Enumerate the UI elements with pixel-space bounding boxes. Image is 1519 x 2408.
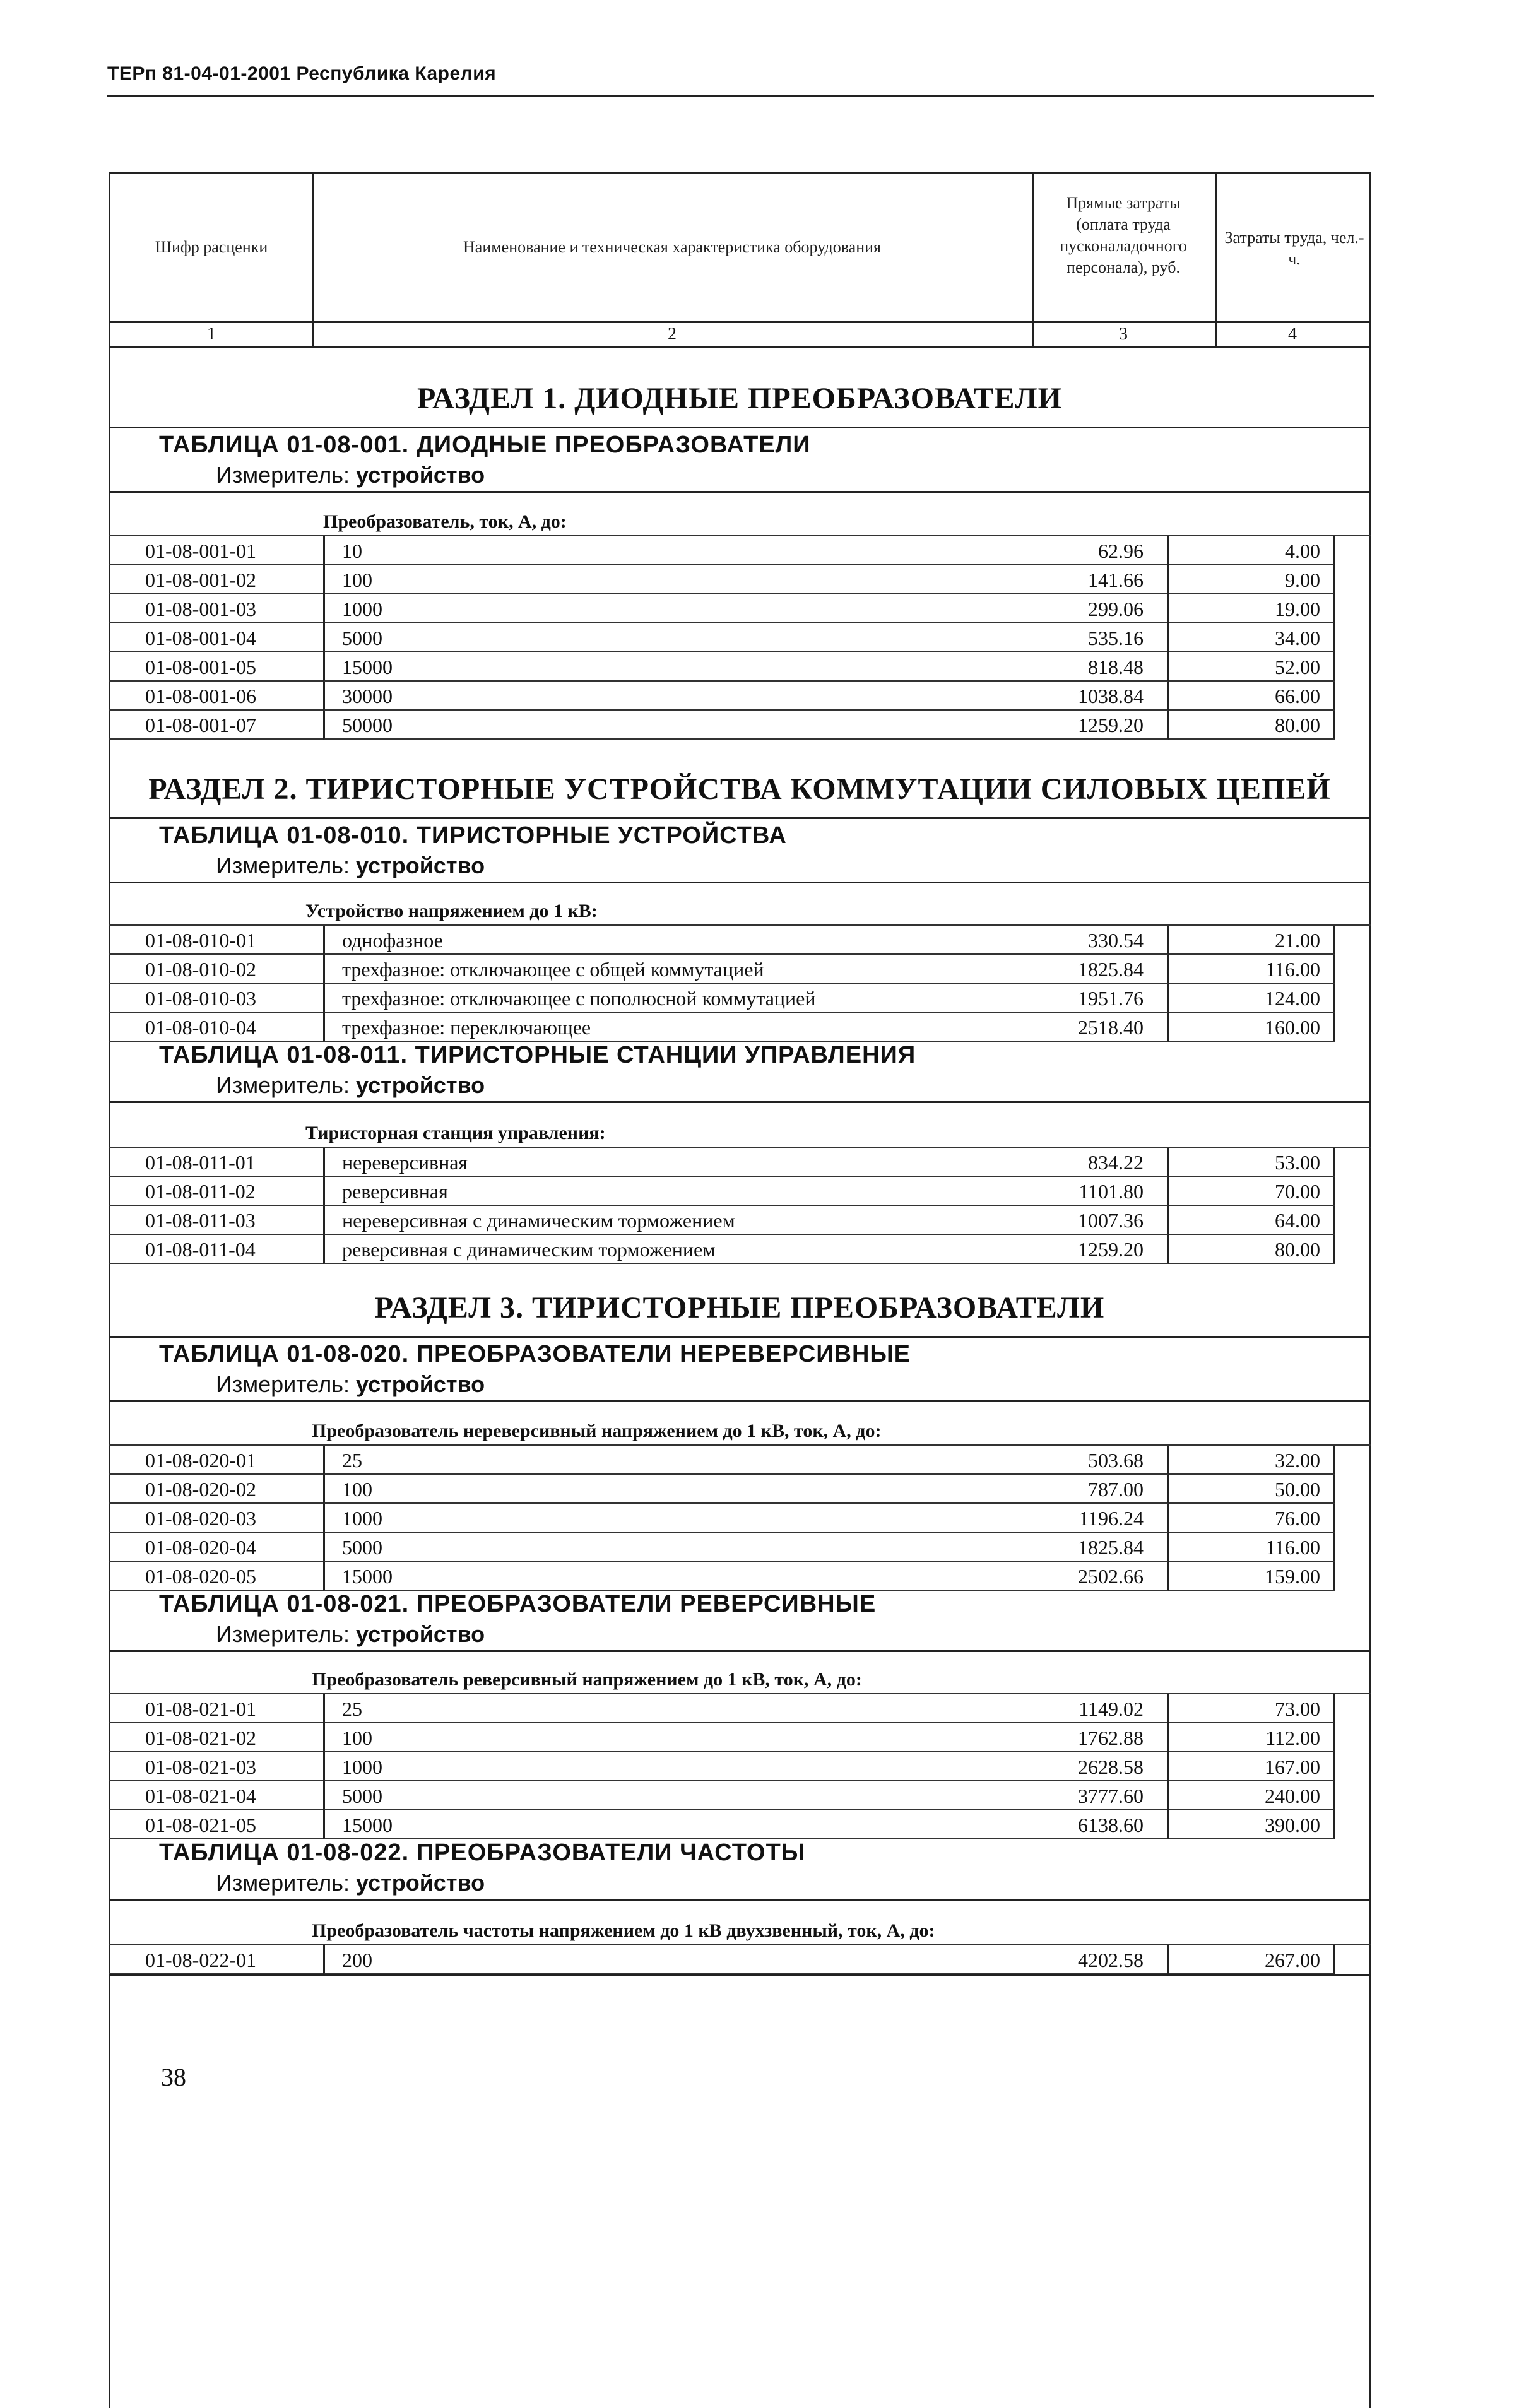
table-010-group: Устройство напряжением до 1 кВ: <box>305 900 598 921</box>
rate-code: 01-08-021-04 <box>145 1785 256 1807</box>
table-020-group: Преобразователь нереверсивный напряжением до 1 кВ, ток, А, до: <box>312 1420 882 1441</box>
rate-name: 15000 <box>342 1565 393 1588</box>
rate-labor: 116.00 <box>1265 958 1320 981</box>
rate-labor: 124.00 <box>1265 987 1320 1010</box>
table-022-title: ТАБЛИЦА 01-08-022. ПРЕОБРАЗОВАТЕЛИ ЧАСТОТЫ <box>159 1839 806 1866</box>
rate-price: 2518.40 <box>1078 1016 1144 1039</box>
col-num-3: 3 <box>1119 324 1128 344</box>
rate-price: 6138.60 <box>1078 1814 1144 1836</box>
column-header <box>109 172 1371 323</box>
table-row <box>109 1206 1371 1235</box>
table-010-unit: Измеритель: устройство <box>216 853 485 878</box>
rate-code: 01-08-001-02 <box>145 569 256 591</box>
section-2-title: РАЗДЕЛ 2. ТИРИСТОРНЫЕ УСТРОЙСТВА КОММУТАЦИИ СИЛОВЫХ ЦЕПЕЙ <box>148 772 1331 806</box>
rate-code: 01-08-021-05 <box>145 1814 256 1836</box>
rate-labor: 50.00 <box>1275 1478 1320 1501</box>
rate-code: 01-08-020-03 <box>145 1507 256 1530</box>
rate-labor: 64.00 <box>1275 1209 1320 1232</box>
rate-price: 2502.66 <box>1078 1565 1144 1588</box>
rate-code: 01-08-021-02 <box>145 1726 256 1749</box>
rate-name: 5000 <box>342 1785 382 1807</box>
rate-code: 01-08-020-05 <box>145 1565 256 1588</box>
rate-name: 50000 <box>342 714 393 736</box>
rate-price: 1038.84 <box>1078 685 1144 707</box>
section-1-title: РАЗДЕЛ 1. ДИОДНЫЕ ПРЕОБРАЗОВАТЕЛИ <box>417 382 1063 415</box>
rate-price: 535.16 <box>1088 627 1144 649</box>
rate-labor: 267.00 <box>1265 1949 1320 1971</box>
rate-code: 01-08-011-03 <box>145 1209 256 1232</box>
col-num-2: 2 <box>668 324 677 344</box>
table-row <box>109 1148 1371 1177</box>
rate-code: 01-08-001-03 <box>145 598 256 620</box>
table-011-title: ТАБЛИЦА 01-08-011. ТИРИСТОРНЫЕ СТАНЦИИ УПРАВЛЕНИЯ <box>159 1042 916 1068</box>
rate-price: 1101.80 <box>1079 1180 1144 1203</box>
rate-name: трехфазное: отключающее с общей коммутацией <box>342 958 764 981</box>
rate-name: 5000 <box>342 1536 382 1559</box>
table-021-title: ТАБЛИЦА 01-08-021. ПРЕОБРАЗОВАТЕЛИ РЕВЕРСИВНЫЕ <box>159 1591 877 1617</box>
table-row <box>109 984 1371 1013</box>
col-num-1: 1 <box>207 324 216 344</box>
rate-code: 01-08-011-02 <box>145 1180 256 1203</box>
rate-code: 01-08-020-01 <box>145 1449 256 1472</box>
rate-labor: 73.00 <box>1275 1697 1320 1720</box>
table-row <box>109 565 1371 594</box>
table-021-group: Преобразователь реверсивный напряжением до 1 кВ, ток, А, до: <box>312 1669 862 1690</box>
table-011-group: Тиристорная станция управления: <box>305 1123 606 1143</box>
rate-code: 01-08-001-04 <box>145 627 256 649</box>
rate-price: 1762.88 <box>1078 1726 1144 1749</box>
table-011-unit: Измеритель: устройство <box>216 1072 485 1098</box>
table-row <box>109 1446 1371 1475</box>
table-001-group: Преобразователь, ток, А, до: <box>323 511 567 532</box>
rate-labor: 112.00 <box>1265 1726 1320 1749</box>
rate-code: 01-08-010-03 <box>145 987 256 1010</box>
rate-name: 15000 <box>342 656 393 678</box>
rate-name: 100 <box>342 1478 372 1501</box>
rate-labor: 32.00 <box>1275 1449 1320 1472</box>
header-rule <box>107 95 1374 97</box>
rate-price: 787.00 <box>1088 1478 1144 1501</box>
table-row <box>109 623 1371 652</box>
rate-price: 2628.58 <box>1078 1756 1144 1778</box>
rate-price: 1196.24 <box>1079 1507 1144 1530</box>
rate-name: 1000 <box>342 1756 382 1778</box>
rate-name: 25 <box>342 1449 362 1472</box>
table-022-unit: Измеритель: устройство <box>216 1870 485 1896</box>
rate-labor: 116.00 <box>1265 1536 1320 1559</box>
rate-labor: 167.00 <box>1265 1756 1320 1778</box>
table-row <box>109 1475 1371 1504</box>
frame-bottom <box>109 1974 1371 1976</box>
table-row <box>109 652 1371 682</box>
rate-price: 1149.02 <box>1079 1697 1144 1720</box>
rate-code: 01-08-001-05 <box>145 656 256 678</box>
rate-labor: 9.00 <box>1285 569 1320 591</box>
table-row <box>109 1235 1371 1264</box>
rate-price: 834.22 <box>1088 1151 1144 1174</box>
rate-labor: 76.00 <box>1275 1507 1320 1530</box>
rate-labor: 160.00 <box>1265 1016 1320 1039</box>
rate-price: 1259.20 <box>1078 1238 1144 1261</box>
rate-code: 01-08-001-06 <box>145 685 256 707</box>
rate-code: 01-08-021-01 <box>145 1697 256 1720</box>
rate-name: 25 <box>342 1697 362 1720</box>
rate-labor: 21.00 <box>1275 929 1320 952</box>
table-row <box>109 711 1371 740</box>
rate-labor: 4.00 <box>1285 540 1320 562</box>
rate-price: 1951.76 <box>1078 987 1144 1010</box>
column-numbers <box>109 321 1371 348</box>
rate-name: 1000 <box>342 1507 382 1530</box>
table-022-group: Преобразователь частоты напряжением до 1 кВ двухзвенный, ток, А, до: <box>312 1920 935 1941</box>
table-row <box>109 1945 1371 1974</box>
rate-name: 15000 <box>342 1814 393 1836</box>
col-head-name: Наименование и техническая характеристика оборудования <box>463 238 881 256</box>
rate-price: 818.48 <box>1088 656 1144 678</box>
rate-code: 01-08-021-03 <box>145 1756 256 1778</box>
rate-name: 100 <box>342 569 372 591</box>
table-001-title: ТАБЛИЦА 01-08-001. ДИОДНЫЕ ПРЕОБРАЗОВАТЕЛИ <box>159 432 811 458</box>
table-001-unit: Измеритель: устройство <box>216 462 485 488</box>
rate-labor: 19.00 <box>1275 598 1320 620</box>
rate-name: нереверсивная <box>342 1151 468 1174</box>
rate-code: 01-08-020-04 <box>145 1536 256 1559</box>
table-row <box>109 1562 1371 1591</box>
rate-name: 10 <box>342 540 362 562</box>
table-row <box>109 594 1371 623</box>
rate-name: однофазное <box>342 929 443 952</box>
rate-name: 200 <box>342 1949 372 1971</box>
table-021-unit: Измеритель: устройство <box>216 1621 485 1647</box>
table-row <box>109 682 1371 711</box>
rate-labor: 80.00 <box>1275 1238 1320 1261</box>
page-number: 38 <box>161 2063 186 2091</box>
rate-labor: 53.00 <box>1275 1151 1320 1174</box>
table-row <box>109 1810 1371 1839</box>
rate-price: 3777.60 <box>1078 1785 1144 1807</box>
rate-labor: 34.00 <box>1275 627 1320 649</box>
rate-price: 299.06 <box>1088 598 1144 620</box>
rate-name: 30000 <box>342 685 393 707</box>
rate-name: трехфазное: переключающее <box>342 1016 591 1039</box>
rate-price: 503.68 <box>1088 1449 1144 1472</box>
rate-price: 1007.36 <box>1078 1209 1144 1232</box>
rate-code: 01-08-001-07 <box>145 714 256 736</box>
col-num-4: 4 <box>1288 324 1297 344</box>
rate-labor: 66.00 <box>1275 685 1320 707</box>
rate-price: 1825.84 <box>1078 1536 1144 1559</box>
rate-labor: 390.00 <box>1265 1814 1320 1836</box>
col-head-code: Шифр расценки <box>155 238 268 256</box>
rate-code: 01-08-020-02 <box>145 1478 256 1501</box>
document-header: ТЕРп 81-04-01-2001 Республика Карелия <box>107 63 497 84</box>
rate-labor: 80.00 <box>1275 714 1320 736</box>
rate-labor: 52.00 <box>1275 656 1320 678</box>
rate-name: 1000 <box>342 598 382 620</box>
table-row <box>109 1781 1371 1810</box>
rate-code: 01-08-011-01 <box>145 1151 256 1174</box>
table-row <box>109 1752 1371 1781</box>
rate-price: 4202.58 <box>1078 1949 1144 1971</box>
rate-name: реверсивная с динамическим торможением <box>342 1238 716 1261</box>
rate-price: 1259.20 <box>1078 714 1144 736</box>
table-row <box>109 1177 1371 1206</box>
rate-code: 01-08-011-04 <box>145 1238 256 1261</box>
table-row <box>109 955 1371 984</box>
rate-name: трехфазное: отключающее с пополюсной коммутацией <box>342 987 816 1010</box>
rate-labor: 70.00 <box>1275 1180 1320 1203</box>
rate-code: 01-08-001-01 <box>145 540 256 562</box>
rate-name: нереверсивная с динамическим торможением <box>342 1209 735 1232</box>
rate-name: реверсивная <box>342 1180 448 1203</box>
rate-price: 141.66 <box>1088 569 1144 591</box>
table-row <box>109 1723 1371 1752</box>
table-010-title: ТАБЛИЦА 01-08-010. ТИРИСТОРНЫЕ УСТРОЙСТВА <box>159 822 787 849</box>
rate-code: 01-08-010-01 <box>145 929 256 952</box>
section-3-title: РАЗДЕЛ 3. ТИРИСТОРНЫЕ ПРЕОБРАЗОВАТЕЛИ <box>374 1291 1105 1325</box>
table-020-unit: Измеритель: устройство <box>216 1371 485 1397</box>
table-row <box>109 1533 1371 1562</box>
table-row <box>109 926 1371 955</box>
rate-code: 01-08-010-02 <box>145 958 256 981</box>
rate-labor: 240.00 <box>1265 1785 1320 1807</box>
table-row <box>109 536 1371 565</box>
table-row <box>109 1694 1371 1723</box>
rate-labor: 159.00 <box>1265 1565 1320 1588</box>
rate-name: 100 <box>342 1726 372 1749</box>
col-head-labor: Затраты труда, чел.-ч. <box>1224 228 1364 268</box>
rate-price: 1825.84 <box>1078 958 1144 981</box>
table-020-title: ТАБЛИЦА 01-08-020. ПРЕОБРАЗОВАТЕЛИ НЕРЕВЕРСИВНЫЕ <box>159 1341 911 1367</box>
rate-price: 62.96 <box>1098 540 1144 562</box>
table-row <box>109 1504 1371 1533</box>
col-head-price: Прямые затраты (оплата труда пусконаладочного персонала), руб. <box>1060 194 1187 276</box>
rate-code: 01-08-022-01 <box>145 1949 256 1971</box>
table-row <box>109 1013 1371 1042</box>
rate-name: 5000 <box>342 627 382 649</box>
rate-code: 01-08-010-04 <box>145 1016 256 1039</box>
rate-price: 330.54 <box>1088 929 1144 952</box>
